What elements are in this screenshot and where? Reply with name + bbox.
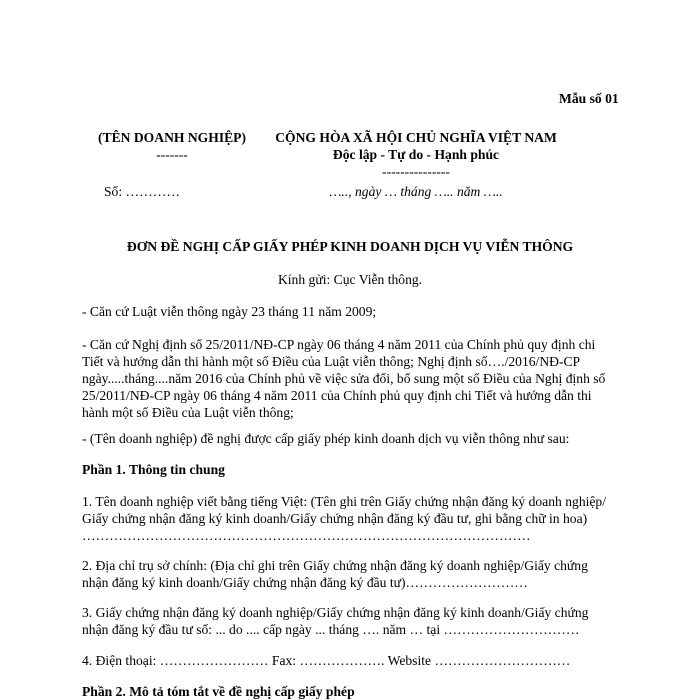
text-line: - (Tên doanh nghiệp) đề nghị được cấp giấy phép kinh doanh dịch vụ viễn thông như sau: <box>82 431 570 446</box>
basis-law <box>82 303 622 320</box>
part2-heading: Phần 2. Mô tả tóm tắt về đề nghị cấp giấy phép <box>82 684 355 699</box>
text-line: - Căn cứ Luật viễn thông ngày 23 tháng 11 năm 2009; <box>82 304 377 319</box>
text-line: 25/2011/NĐ-CP ngày 06 tháng 4 năm 2011 của Chính phủ quy định chi Tiết và hướng dẫn thi <box>82 388 592 403</box>
text-line: 4. Điện thoại: …………………… Fax: ………………. Website ………………………… <box>82 653 571 668</box>
text-line: nhận đăng ký kinh doanh/Giấy chứng nhận đăng ký đầu tư)……………………… <box>82 575 528 590</box>
country-name: CỘNG HÒA XÃ HỘI CHỦ NGHĨA VIỆT NAM <box>275 130 557 145</box>
part1-heading: Phần 1. Thông tin chung <box>82 462 225 477</box>
recipient-line: Kính gửi: Cục Viễn thông. <box>277 272 423 287</box>
motto-rule: --------------- <box>382 164 450 179</box>
text-line: Giấy chứng nhận đăng ký kinh doanh/Giấy chứng nhận đăng ký đầu tư, ghi bằng chữ in hoa) <box>82 511 588 526</box>
text-line: 1. Tên doanh nghiệp viết bằng tiếng Việt: (Tên ghi trên Giấy chứng nhận đăng ký doanh nghiệp/ <box>82 494 607 509</box>
text-line: ngày.....tháng....năm 2016 của Chính phủ về việc sửa đổi, bổ sung một số Điều của Nghị định số <box>82 371 606 386</box>
item-company-name <box>82 493 622 544</box>
text-line: 2. Địa chỉ trụ sở chính: (Địa chỉ ghi trên Giấy chứng nhận đăng ký doanh nghiệp/Giấy chứng <box>82 558 588 573</box>
text-line: - Căn cứ Nghị định số 25/2011/NĐ-CP ngày 06 tháng 4 năm 2011 của Chính phủ quy định chi <box>82 337 596 352</box>
text-line: Tiết và hướng dẫn thi hành một số Điều của Luật viễn thông; Nghị định số…./2016/NĐ-CP <box>82 354 581 369</box>
item-registration <box>82 604 622 638</box>
company-rule: ------- <box>156 147 188 162</box>
basis-request <box>82 430 622 447</box>
text-line: 3. Giấy chứng nhận đăng ký doanh nghiệp/Giấy chứng nhận đăng ký kinh doanh/Giấy chứng <box>82 605 589 620</box>
document-title: ĐƠN ĐỀ NGHỊ CẤP GIẤY PHÉP KINH DOANH DỊCH VỤ VIỄN THÔNG <box>126 239 574 254</box>
item-head-office <box>82 557 622 591</box>
basis-decree <box>82 336 622 421</box>
text-line: ……………………………………………………………………………………… <box>82 528 531 543</box>
text-line: nhận đăng ký đầu tư số: ... do .... cấp ngày ... tháng …. năm … tại ………………………… <box>82 622 580 637</box>
text-line: hành một số Điều của Luật viễn thông; <box>82 405 294 420</box>
document-date: ….., ngày … tháng ….. năm ….. <box>329 184 503 199</box>
form-number: Mẫu số 01 <box>559 91 619 106</box>
item-contact <box>82 652 622 669</box>
company-placeholder: (TÊN DOANH NGHIỆP) <box>97 130 247 145</box>
document-number: Số: ………… <box>104 184 180 199</box>
national-motto: Độc lập - Tự do - Hạnh phúc <box>332 147 500 162</box>
